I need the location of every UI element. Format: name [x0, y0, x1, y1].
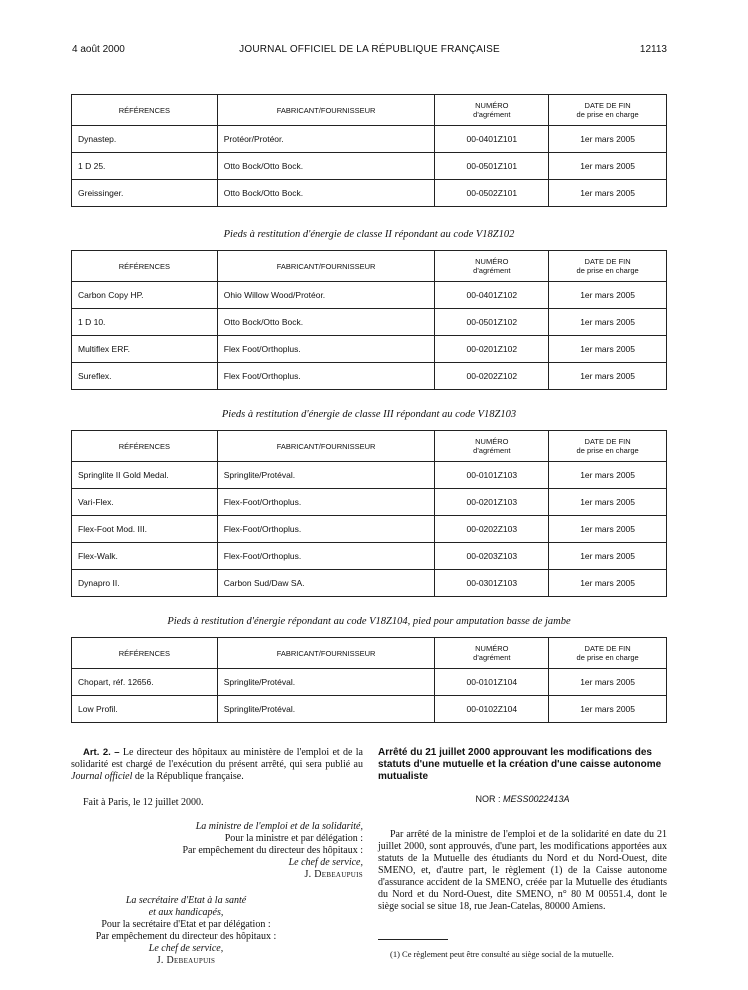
table-v18z102	[71, 250, 667, 390]
signatory-role: Le chef de service,	[148, 943, 224, 954]
col-header-number: NUMÉRO d'agrément	[435, 638, 549, 669]
journal-name: Journal officiel	[71, 771, 133, 782]
cell-number: 00-0501Z102	[435, 309, 549, 336]
col-header-number: NUMÉRO d'agrément	[435, 95, 549, 126]
cell-number: 00-0502Z101	[435, 180, 549, 207]
table-v18z101	[71, 94, 667, 207]
cell-number: 00-0202Z102	[435, 363, 549, 390]
col-header-references: RÉFÉRENCES	[72, 638, 218, 669]
cell-end-date: 1er mars 2005	[549, 336, 667, 363]
cell-reference: Flex-Foot Mod. III.	[72, 516, 218, 543]
col-header-references: RÉFÉRENCES	[72, 431, 218, 462]
col-header-number: NUMÉRO d'agrément	[435, 251, 549, 282]
table-v18z103	[71, 430, 667, 597]
signature-block-minister	[71, 821, 363, 881]
col-header-end-date: DATE DE FIN de prise en charge	[549, 95, 667, 126]
cell-number: 00-0202Z103	[435, 516, 549, 543]
table-row	[72, 363, 667, 390]
cell-number: 00-0101Z103	[435, 462, 549, 489]
col-header-end-date: DATE DE FIN de prise en charge	[549, 251, 667, 282]
table-row	[72, 282, 667, 309]
table-row	[72, 153, 667, 180]
cell-reference: Springlite II Gold Medal.	[72, 462, 218, 489]
decree-body: Par arrêté de la ministre de l'emploi et de la solidarité en date du 21 juillet 2000, sont approuvés, d'une part, les modifications apportées aux statuts de la Mutuelle des étudiants du Nord et du Nord-Ouest, dite SMENO, et, d'autre part, le règlement (1) de la Caisse autonome d'assurance accident de la SMENO, créée par la Mutuelle des étudiants du Nord et du Nord-Ouest, dite SMENO, n° 80 M 00551.4, dont le siège social se situe 18, rue Jean-Catelas, 80000 Amiens.	[378, 829, 667, 912]
cell-manufacturer: Flex-Foot/Orthoplus.	[217, 543, 435, 570]
col-header-end-date: DATE DE FIN de prise en charge	[549, 638, 667, 669]
signature-block-secretary	[71, 895, 301, 967]
footnote-divider	[378, 939, 448, 940]
cell-reference: Chopart, réf. 12656.	[72, 669, 218, 696]
table-row	[72, 696, 667, 723]
cell-end-date: 1er mars 2005	[549, 153, 667, 180]
signatory-role: Le chef de service,	[288, 857, 363, 868]
cell-number: 00-0501Z101	[435, 153, 549, 180]
cell-end-date: 1er mars 2005	[549, 543, 667, 570]
signatory-title: et aux handicapés,	[148, 907, 224, 918]
table-row	[72, 669, 667, 696]
cell-end-date: 1er mars 2005	[549, 363, 667, 390]
cell-manufacturer: Flex-Foot/Orthoplus.	[217, 489, 435, 516]
decree-column	[378, 747, 667, 960]
table-row	[72, 309, 667, 336]
col-header-manufacturer: FABRICANT/FOURNISSEUR	[217, 95, 435, 126]
cell-end-date: 1er mars 2005	[549, 489, 667, 516]
cell-number: 00-0102Z104	[435, 696, 549, 723]
cell-reference: Dynastep.	[72, 126, 218, 153]
cell-end-date: 1er mars 2005	[549, 126, 667, 153]
cell-number: 00-0401Z101	[435, 126, 549, 153]
cell-number: 00-0203Z103	[435, 543, 549, 570]
cell-reference: Dynapro II.	[72, 570, 218, 597]
col-header-manufacturer: FABRICANT/FOURNISSEUR	[217, 638, 435, 669]
cell-manufacturer: Springlite/Protéval.	[217, 462, 435, 489]
table-header-row	[72, 431, 667, 462]
table-row	[72, 489, 667, 516]
signatory-name: J. Debeaupuis	[304, 869, 363, 880]
article-2-paragraph: Art. 2. – Le directeur des hôpitaux au ministère de l'emploi et de la solidarité est chargé de l'exécution du présent arrêté, qui sera publié au Journal officiel de la République française.	[71, 747, 363, 782]
cell-end-date: 1er mars 2005	[549, 570, 667, 597]
table-row	[72, 462, 667, 489]
cell-reference: Vari-Flex.	[72, 489, 218, 516]
cell-manufacturer: Protéor/Protéor.	[217, 126, 435, 153]
nor-reference: NOR : MESS0022413A	[475, 794, 570, 804]
cell-reference: Carbon Copy HP.	[72, 282, 218, 309]
cell-reference: 1 D 10.	[72, 309, 218, 336]
col-header-manufacturer: FABRICANT/FOURNISSEUR	[217, 251, 435, 282]
cell-reference: Greissinger.	[72, 180, 218, 207]
article-2-column	[71, 747, 363, 967]
cell-reference: Low Profil.	[72, 696, 218, 723]
delegation-line: Pour la ministre et par délégation :	[224, 833, 363, 844]
table-header-row	[72, 638, 667, 669]
page-header	[72, 44, 667, 60]
table-row	[72, 570, 667, 597]
table-row	[72, 180, 667, 207]
table-caption-v18z104: Pieds à restitution d'énergie répondant au code V18Z104, pied pour amputation basse de jambe	[167, 616, 571, 627]
cell-manufacturer: Otto Bock/Otto Bock.	[217, 153, 435, 180]
col-header-references: RÉFÉRENCES	[72, 95, 218, 126]
cell-end-date: 1er mars 2005	[549, 516, 667, 543]
journal-title: JOURNAL OFFICIEL DE LA RÉPUBLIQUE FRANÇAISE	[239, 44, 500, 55]
table-header-row	[72, 251, 667, 282]
cell-reference: 1 D 25.	[72, 153, 218, 180]
cell-manufacturer: Flex-Foot/Orthoplus.	[217, 516, 435, 543]
footnote: (1) Ce règlement peut être consulté au siège social de la mutuelle.	[390, 949, 614, 959]
cell-manufacturer: Otto Bock/Otto Bock.	[217, 309, 435, 336]
col-header-manufacturer: FABRICANT/FOURNISSEUR	[217, 431, 435, 462]
delegation-line: Par empêchement du directeur des hôpitaux :	[95, 931, 277, 942]
cell-number: 00-0101Z104	[435, 669, 549, 696]
table-row	[72, 543, 667, 570]
col-header-number: NUMÉRO d'agrément	[435, 431, 549, 462]
cell-end-date: 1er mars 2005	[549, 309, 667, 336]
cell-manufacturer: Ohio Willow Wood/Protéor.	[217, 282, 435, 309]
cell-number: 00-0301Z103	[435, 570, 549, 597]
table-row	[72, 516, 667, 543]
cell-manufacturer: Flex Foot/Orthoplus.	[217, 336, 435, 363]
signatory-name: J. Debeaupuis	[156, 955, 216, 966]
cell-manufacturer: Carbon Sud/Daw SA.	[217, 570, 435, 597]
table-row	[72, 336, 667, 363]
page-number: 12113	[639, 44, 667, 55]
issue-date: 4 août 2000	[72, 44, 125, 55]
cell-manufacturer: Springlite/Protéval.	[217, 696, 435, 723]
decree-title: Arrêté du 21 juillet 2000 approuvant les modifications des statuts d'une mutuelle et la création d'une caisse autonome mutualiste	[378, 747, 662, 782]
cell-reference: Flex-Walk.	[72, 543, 218, 570]
cell-number: 00-0401Z102	[435, 282, 549, 309]
delegation-line: Par empêchement du directeur des hôpitaux :	[182, 845, 363, 856]
table-row	[72, 126, 667, 153]
cell-reference: Sureflex.	[72, 363, 218, 390]
table-caption-v18z102: Pieds à restitution d'énergie de classe II répondant au code V18Z102	[223, 229, 515, 240]
cell-end-date: 1er mars 2005	[549, 180, 667, 207]
cell-number: 00-0201Z102	[435, 336, 549, 363]
signatory-title: La ministre de l'emploi et de la solidarité,	[195, 821, 363, 832]
signatory-title: La secrétaire d'Etat à la santé	[125, 895, 247, 906]
table-caption-v18z103: Pieds à restitution d'énergie de classe III répondant au code V18Z103	[221, 409, 517, 420]
cell-manufacturer: Flex Foot/Orthoplus.	[217, 363, 435, 390]
table-header-row	[72, 95, 667, 126]
delegation-line: Pour la secrétaire d'Etat et par délégation :	[101, 919, 271, 930]
signing-place-date: Fait à Paris, le 12 juillet 2000.	[83, 797, 204, 808]
article-label: Art. 2. –	[83, 747, 120, 758]
cell-number: 00-0201Z103	[435, 489, 549, 516]
table-v18z104	[71, 637, 667, 723]
col-header-end-date: DATE DE FIN de prise en charge	[549, 431, 667, 462]
cell-end-date: 1er mars 2005	[549, 462, 667, 489]
cell-end-date: 1er mars 2005	[549, 669, 667, 696]
col-header-references: RÉFÉRENCES	[72, 251, 218, 282]
cell-end-date: 1er mars 2005	[549, 696, 667, 723]
cell-manufacturer: Springlite/Protéval.	[217, 669, 435, 696]
cell-reference: Multiflex ERF.	[72, 336, 218, 363]
cell-end-date: 1er mars 2005	[549, 282, 667, 309]
cell-manufacturer: Otto Bock/Otto Bock.	[217, 180, 435, 207]
